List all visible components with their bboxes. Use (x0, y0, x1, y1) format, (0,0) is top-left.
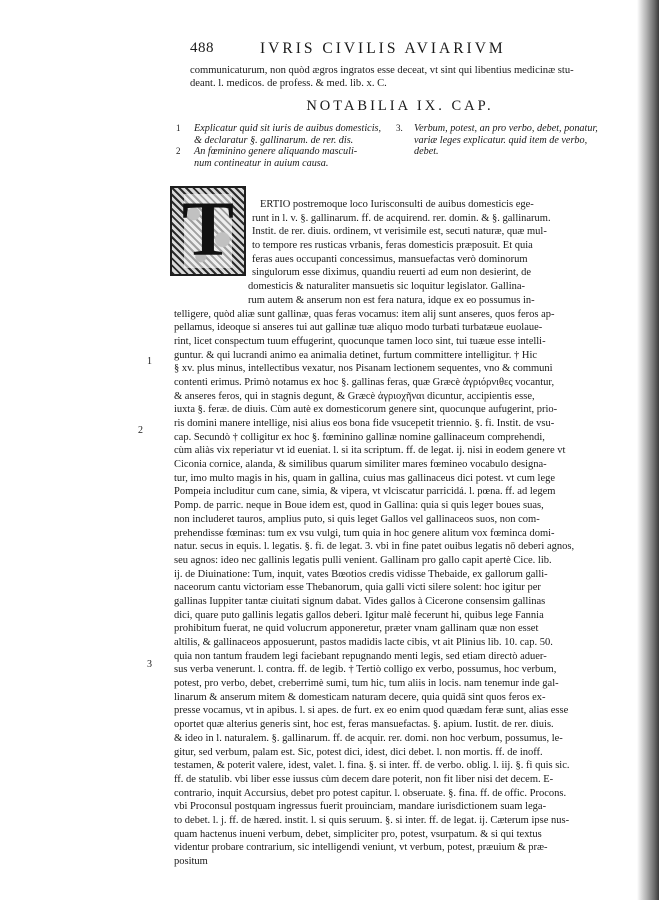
body-line: rum autem & anserum non est fera natura, idque ex eo possumus in- (248, 294, 535, 306)
body-line: linarum & anserum mitem & domesticam naturam decere, quia quidā sint quos feros ex- (174, 691, 546, 703)
body-line: tur, imo multo magis in his, quam in gallina, cuius mas gallinaceus dici potest. vt cum lege (174, 472, 556, 484)
body-line: naceorum cantu victoriam esse Thebanorum, quia galli victi silere solent: hoc igitur per (174, 582, 541, 594)
summary-line: & declaratur §. gallinarum. de rer. dis. (194, 134, 354, 146)
body-line: sus verba venerunt. l. contra. ff. de legib. † Tertiò colligo ex verbo, possumus, hoc verbum, (174, 664, 557, 676)
summary-number: 1 (176, 123, 181, 133)
body-line: gitur, sed verbum, palam est. Sic, potest dici, idest, dici debet. l. non mortis. ff. de inoff. (174, 746, 543, 758)
body-line: Pomp. de parric. neque in Boue idem est, quod in Gallina: quia si quis legeт boues suas, (174, 500, 544, 512)
chapter-title: NOTABILIA IX. CAP. (306, 98, 494, 114)
summary-item (396, 123, 606, 158)
body-line: ff. de statulib. vbi liber esse iussus cùm decem dare poterit, non fit liber nisi det decem. E- (174, 773, 554, 785)
body-line: contrario, inquit Accursius, debet pro potest capitur. l. obseruate. §. fina. ff. de offic. Procons. (174, 787, 567, 799)
summary-line: debet. (414, 146, 439, 157)
page-number: 488 (190, 40, 214, 56)
body-line: guntur. & qui lucrandi animo ea animalia detinet, furtum committere intelligitur. † Hic (174, 349, 538, 361)
body-line: to debet. l. j. ff. de hæred. instit. l. si quis seruum. §. si inter. ff. de legat. ij. Cæterum ipse nus- (174, 814, 570, 826)
margin-number: 2 (138, 425, 143, 436)
page-header (190, 40, 610, 62)
body-line: dici, quare puto gallinis legatis gallos deberi. Igitur malè fecerunt hi, quibus lege Fannia (174, 609, 544, 621)
chapter-summary-right (396, 123, 606, 158)
chapter-summary-left (176, 123, 388, 169)
scan-edge-shadow (637, 0, 659, 900)
body-line: Instit. de rer. diuis. ordinem, vt verisimile est, secuti naturæ, quæ mul- (252, 226, 547, 238)
body-line: cùm aliàs vix reperiatur vt id eueniat. l. si ita scriptum. ff. de legat. ij. nisi in eodem genere vt (174, 445, 566, 457)
summary-number: 3. (396, 123, 403, 133)
body-line: telligere, quòd aliæ sunt gallinæ, quas feras vocamus: item alij sunt anseres, quos feros ap- (174, 308, 555, 320)
intro-line: deant. l. medicos. de profess. & med. lib. x. C. (190, 78, 387, 90)
body-line: natur. secus in equis. l. legatis. §. fi. de legat. 3. vbi in fine patet ouibus legatis nō deberi agnos, (174, 541, 575, 553)
body-line: videntur probare contrarium, sic intelligendi veniunt, vt verbum, potest, præuium & præ- (174, 842, 548, 854)
drop-cap-letter: T (181, 186, 235, 272)
body-line: non includeret tauros, amplius puto, si quis leget Gallos vel gallinaceos suos, non com- (174, 513, 540, 525)
body-line: potest, pro verbo, debet, creberrimè sumi, tum hic, tum aliis in locis. nam tenemur inde gal- (174, 678, 559, 690)
body-line: pellamus, ideoque si anseres tui aut gallinæ tuæ aliquo modo turbati turbatæue euolaue- (174, 322, 543, 334)
intro-paragraph (190, 64, 610, 90)
summary-item (176, 146, 388, 169)
body-line: & ideo in l. naturalem. §. gallinarum. ff. de acquir. rer. domi. non hoc verbum, possumus, le- (174, 732, 563, 744)
summary-line: An fœminino genere aliquando masculi- (194, 146, 358, 157)
margin-number: 1 (147, 356, 152, 367)
body-line: vbi Proconsul postquam ingressus fuerit prouinciam, mandare iurisdictionem suam lega- (174, 801, 547, 813)
body-line: contenti erimus. Primò notamus ex hoc §. gallinas feras, quæ Græcè ἀγριόρνιθες vocantur, (174, 376, 555, 388)
body-line: presse vocamus, vt in apibus. l. si apes. de furt. ex eo enim quod quædam feræ sunt, alias esse (174, 705, 569, 717)
summary-number: 2 (176, 146, 181, 156)
body-line: testamen, & poterit valere, idest, valet. l. fina. §. si inter. ff. de verbo. oblig. l. iij. §. fi quis sic. (174, 760, 570, 772)
body-line: quia non tantum fraudem legi faciebant repugnando menti legis, sed etiam directò aduer- (174, 650, 547, 662)
body-line: oportet quæ alterius generis sint, hoc est, feras mansuefactas. §. apium. Iustit. de rer. diuis. (174, 719, 554, 731)
body-line: ij. de Diuinatione: Tum, inquit, vates Bœotios credis vidisse Thebaide, ex gallorum galli- (174, 568, 548, 580)
summary-line: Verbum, potest, an pro verbo, debet, ponatur, (414, 123, 598, 134)
body-line: & anseres feros, qui in stagnis degunt, & Græcè ἀγριοχῆναι dicuntur, accipientis esse, (174, 390, 535, 402)
body-line: Pompeia includitur cum cane, simia, & vipera, vt vlciscatur parricidá. l. pœna. ff. ad legem (174, 486, 556, 498)
body-line: rint, licet conspectum tuum effugerint, quocunque tamen loco sint, tui tuæue esse intelli- (174, 335, 546, 347)
body-line: to tempore res rusticas vrbanis, feras domesticis præposuit. Et quia (252, 240, 533, 252)
summary-item (176, 123, 388, 146)
body-line: ris domini manere intellige, nisi alius eos bona fide vsucepetit triennio. §. fi. Instit. de vsu- (174, 418, 555, 429)
intro-line: communicaturum, non quòd ægros ingratos esse deceat, vt sint qui libentius medicinæ stu- (190, 65, 574, 76)
body-line: ERTIO postremoque loco Iurisconsulti de auibus domesticis ege- (260, 199, 534, 210)
body-line: feras aues occupanti concessimus, mansuefactas verò dominorum (252, 253, 528, 265)
running-title: IVRIS CIVILIS AVIARIVM (260, 40, 506, 57)
body-line: singulorum esse diximus, quandiu reuerti ad eum non desierint, de (252, 267, 532, 279)
body-line: Ciconia cornice, alanda, & similibus quarum similiter mares fœmineo vocabulo designa- (174, 459, 547, 471)
summary-line: num contineatur in auium causa. (194, 157, 329, 169)
summary-line: Explicatur quid sit iuris de auibus domesticis, (194, 123, 382, 134)
body-line: § xv. plus minus, intellectibus vexatur, nos Pisanam lectionem sequentes, vno & communi (174, 363, 553, 375)
body-line: gallinas Iuppiter tantæ ciuitati signum dabat. Vides gallos à Cicerone consensim gallinas (174, 595, 546, 607)
body-line: prohibitum fuerat, ne quid volucrum apponeretur, præter vnam gallinam quæ non esset (174, 623, 539, 635)
body-line: quam hactenus inueni verbum, debet, simpliciter pro, potest, vsurpatum. & si qui textus (174, 828, 542, 840)
margin-number: 3 (147, 659, 152, 670)
body-line: domesticis & naturaliter mansuetis sic loquitur legislator. Gallina- (248, 281, 526, 293)
body-line: seu agnos: ideo nec gallinis legatis pulli venient. Gallinam pro gallo capit apertè Cice. lib. (174, 554, 552, 566)
summary-line: variæ leges explicatur. quid item de verbo, (414, 134, 588, 146)
body-line: altilis, & gallinaceos apposuerunt, pastos madidis lacte cibis, vt ait Plinius lib. 10. cap. 50. (174, 637, 553, 648)
body-line: positum (174, 856, 208, 867)
body-line: cap. Secundò † colligitur ex hoc §. fœminino gallinæ nomine gallinaceum comprehendi, (174, 431, 545, 443)
body-line: runt in l. v. §. gallinarum. ff. de acquirend. rer. domin. & §. gallinarum. (252, 212, 551, 224)
body-line: prehendisse fœminas: tum ex vsu vulgi, tum quia in hoc genere alitum vox fœminca domi- (174, 527, 555, 539)
body-line: iuxta §. feræ. de diuis. Cùm autè ex domesticorum genere sint, quocunque aufugerint, prio- (174, 404, 558, 416)
body-text (174, 198, 618, 869)
